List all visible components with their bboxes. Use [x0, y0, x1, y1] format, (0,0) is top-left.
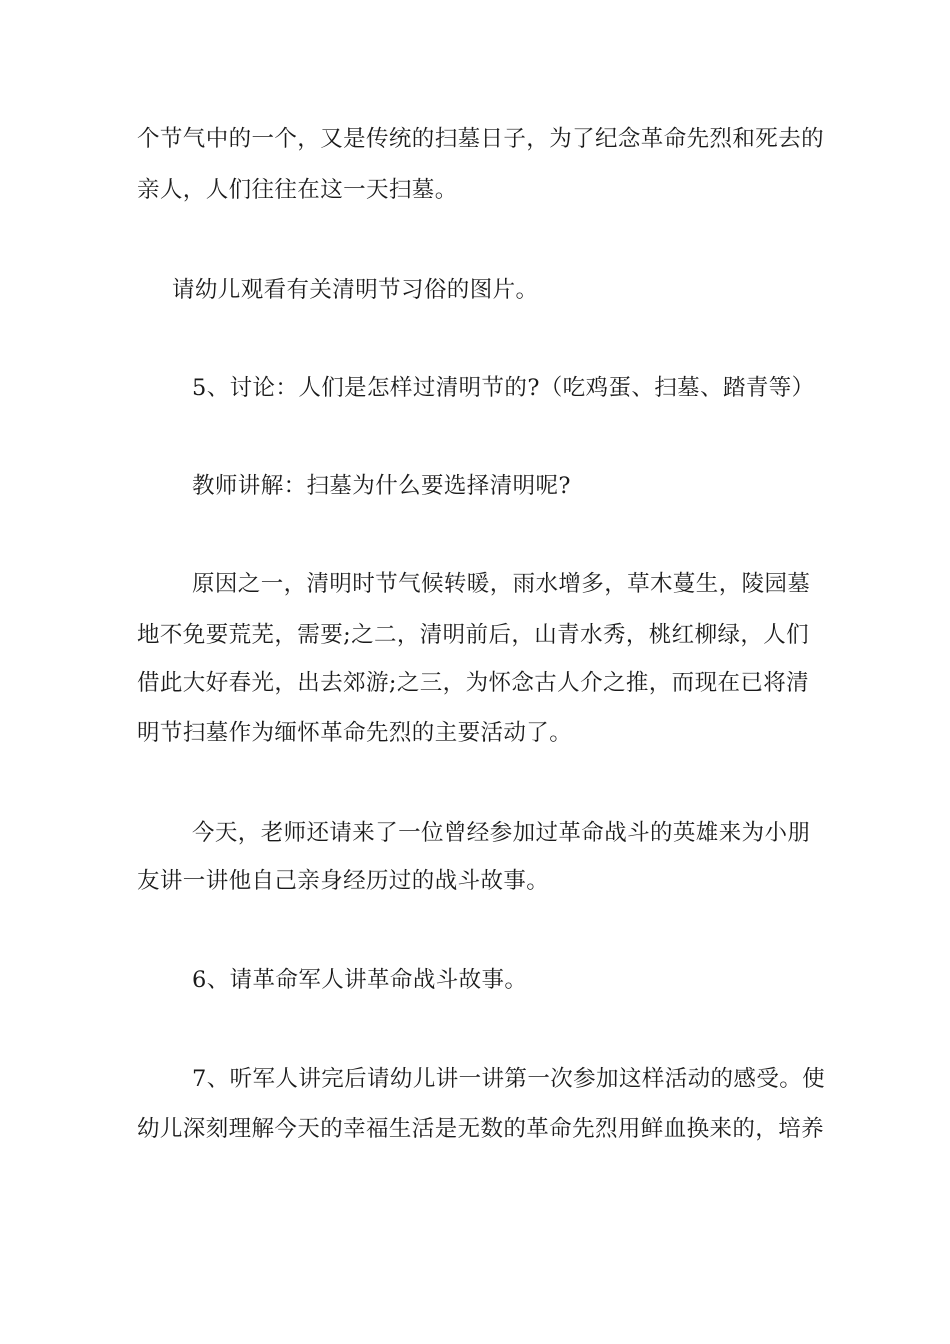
paragraph-5-line-3: 借此大好春光，出去郊游;之三，为怀念古人介之推，而现在已将清: [137, 670, 810, 696]
paragraph-7-line-1: 6、请革命军人讲革命战斗故事。: [192, 967, 528, 993]
paragraph-6-line-1: 今天，老师还请来了一位曾经参加过革命战斗的英雄来为小朋: [192, 820, 811, 846]
paragraph-1-line-1: 个节气中的一个，又是传统的扫墓日子，为了纪念革命先烈和死去的: [137, 126, 825, 152]
paragraph-5-line-2: 地不免要荒芜，需要;之二，清明前后，山青水秀，桃红柳绿，人们: [137, 622, 810, 648]
paragraph-1-line-2: 亲人，人们往往在这一天扫墓。: [137, 177, 458, 203]
paragraph-5-line-4: 明节扫墓作为缅怀革命先烈的主要活动了。: [137, 720, 573, 746]
paragraph-3-line-1: 5、讨论：人们是怎样过清明节的?（吃鸡蛋、扫墓、踏青等）: [192, 375, 815, 401]
paragraph-5-line-1: 原因之一，清明时节气候转暖，雨水增多，草木蔓生，陵园墓: [192, 571, 811, 597]
paragraph-2-line-1: 请幼儿观看有关清明节习俗的图片。: [172, 277, 539, 303]
paragraph-4-line-1: 教师讲解：扫墓为什么要选择清明呢?: [192, 473, 571, 499]
paragraph-8-line-1: 7、听军人讲完后请幼儿讲一讲第一次参加这样活动的感受。使: [192, 1066, 826, 1092]
paragraph-6-line-2: 友讲一讲他自己亲身经历过的战斗故事。: [137, 868, 550, 894]
paragraph-8-line-2: 幼儿深刻理解今天的幸福生活是无数的革命先烈用鲜血换来的，培养: [137, 1116, 825, 1142]
